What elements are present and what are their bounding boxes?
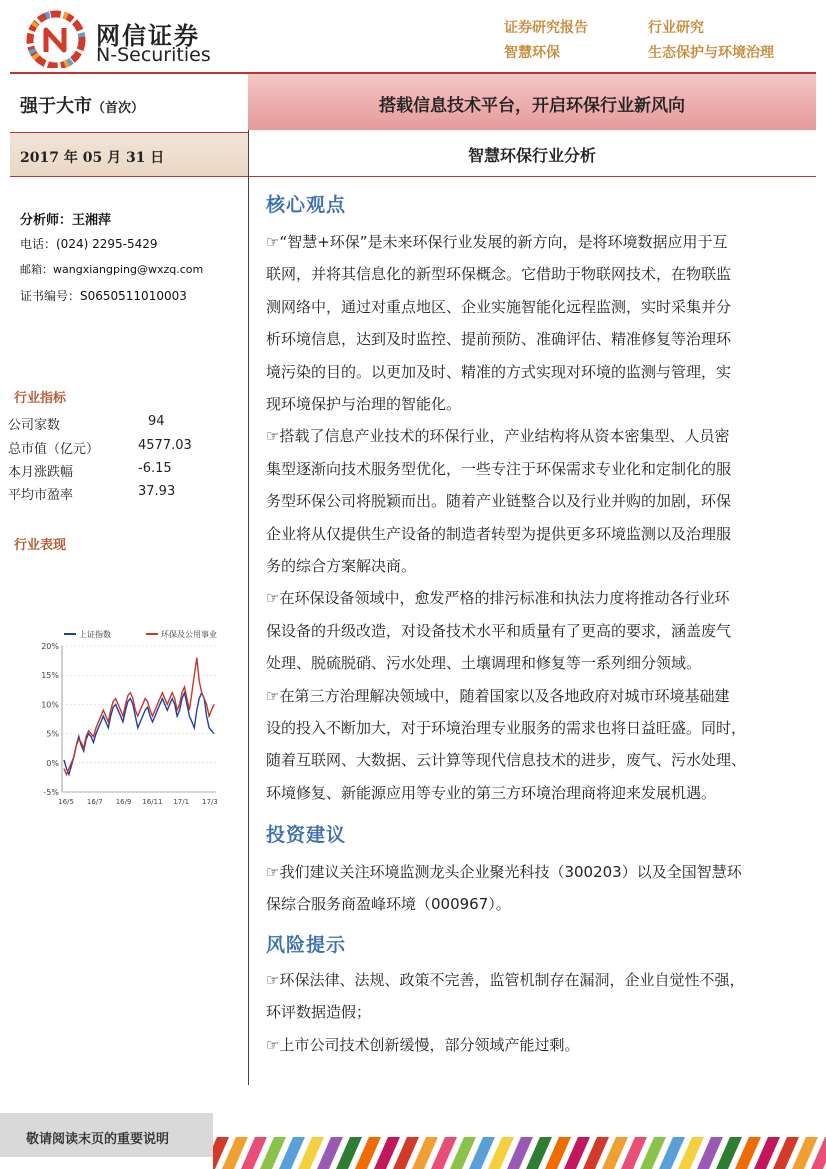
report-title: 搭载信息技术平台，开启环保行业新风向: [379, 96, 685, 116]
y-tick-label: 20%: [41, 642, 59, 651]
logo-text-cn: 网信证券: [96, 22, 200, 50]
indicator-row: [8, 461, 238, 481]
x-tick-label: 16/5: [58, 798, 74, 806]
performance-title: 行业表现: [14, 538, 67, 553]
footer-note: 敬请阅读末页的重要说明: [26, 1132, 170, 1147]
paragraph-line: 环评数据造假；: [266, 1003, 372, 1022]
indicator-row: [8, 414, 238, 434]
y-tick-label: 15%: [41, 671, 59, 681]
x-tick-label: 17/1: [173, 798, 190, 806]
paragraph-line: 务的综合方案解决商。: [266, 557, 417, 575]
paragraph-line: 析环境信息，达到及时监控、提前预防、准确评估、精准修复等治理环: [266, 330, 732, 349]
paragraph-line: 联网，并将其信息化的新型环保概念。它借助于物联网技术，在物联监: [266, 265, 732, 284]
indicator-label: 本月涨跌幅: [8, 465, 74, 480]
logo-text-en: N-Securities: [96, 44, 211, 66]
indicator-value: 4577.03: [138, 438, 192, 453]
rating-main: 强于大市: [20, 96, 92, 117]
indicators-title: 行业指标: [14, 391, 67, 406]
paragraph-line: ☞在第三方治理解决领域中，随着国家以及各地政府对城市环境基础建: [266, 686, 730, 705]
legend-label: 上证指数: [79, 630, 111, 639]
paragraph-line: ☞搭载了信息产业技术的环保行业，产业结构将从资本密集型、人员密: [266, 427, 730, 446]
paragraph-line: 境污染的目的。以更加及时、精准的方式实现对环境的监测与管理，实: [266, 362, 732, 381]
rating-note: （首次）: [92, 101, 145, 116]
paragraph-line: 环境修复、新能源应用等专业的第三方环境治理商将迎来发展机遇。: [266, 783, 717, 802]
y-tick-label: -5%: [43, 788, 59, 797]
paragraph-line: 测网络中，通过对重点地区、企业实施智能化远程监测，实时采集并分: [266, 297, 732, 316]
paragraph-line: 企业将从仅提供生产设备的制造者转型为提供更多环境监测以及治理服: [266, 524, 732, 543]
x-tick-label: 16/11: [142, 798, 163, 806]
paragraph-line: 集型逐渐向技术服务型优化，一些专注于环保需求专业化和定制化的服: [266, 459, 732, 478]
header-tag-industry: 行业研究: [648, 20, 704, 36]
paragraph-line: 务型环保公司将脱颖而出。随着产业链整合以及行业并购的加剧，环保: [266, 492, 732, 511]
x-tick-label: 16/7: [86, 798, 103, 806]
indicator-row: [8, 438, 238, 458]
paragraph-line: 现环境保护与治理的智能化。: [266, 395, 462, 413]
paragraph-line: 设的投入不断加大，对于环境治理专业服务的需求也将日益旺盛。同时，: [266, 719, 747, 737]
section-title: 核心观点: [266, 194, 347, 216]
subtitle-rule: [10, 176, 816, 177]
y-tick-label: 10%: [41, 700, 59, 710]
analyst-email: 邮箱：wangxiangping@wxzq.com: [20, 263, 204, 276]
section-title: 风险提示: [266, 934, 347, 956]
paragraph-line: ☞环保法律、法规、政策不完善，监管机制存在漏洞，企业自觉性不强，: [266, 971, 745, 989]
paragraph-line: ☞上市公司技术创新缓慢，部分领域产能过剩。: [266, 1035, 580, 1054]
report-date: 2017 年 05 月 31 日: [20, 150, 165, 166]
paragraph-line: ☞“智慧+环保”是未来环保行业发展的新方向，是将环境数据应用于互: [266, 233, 728, 251]
indicator-label: 公司家数: [8, 418, 61, 433]
footer-stripes: [213, 1137, 826, 1169]
x-tick-label: 17/3: [202, 798, 218, 806]
analyst-cert: 证书编号：S0650511010003: [20, 289, 187, 303]
paragraph-line: 保设备的升级改造，对设备技术水平和质量有了更高的要求，涵盖废气: [266, 621, 732, 640]
indicator-row: [8, 484, 238, 504]
y-tick-label: 0%: [46, 758, 59, 768]
paragraph-line: 随着互联网、大数据、云计算等现代信息技术的进步，废气、污水处理、: [266, 751, 747, 770]
x-tick-label: 16/9: [115, 798, 132, 806]
paragraph-line: ☞在环保设备领域中，愈发严格的排污标准和执法力度将推动各行业环: [266, 589, 730, 608]
performance-chart: [34, 624, 224, 820]
paragraph-line: 处理、脱硫脱硝、污水处理、土壤调理和修复等一系列细分领域。: [266, 654, 702, 673]
indicator-label: 总市值（亿元）: [8, 442, 100, 457]
section-title: 投资建议: [266, 824, 347, 846]
column-divider: [248, 130, 249, 1085]
legend-label: 环保及公用事业: [161, 630, 217, 639]
indicator-value: -6.15: [138, 461, 172, 476]
company-logo: [26, 10, 216, 68]
header-tag-topic: 智慧环保: [504, 45, 560, 61]
indicator-value: 94: [148, 414, 165, 429]
header-tag-sector: 生态保护与环境治理: [648, 45, 774, 61]
paragraph-line: ☞我们建议关注环境监测龙头企业聚光科技（300203）以及全国智慧环: [266, 863, 742, 881]
analyst-name: 分析师：王湘萍: [20, 213, 112, 228]
indicator-value: 37.93: [138, 484, 176, 499]
analyst-phone: 电话：(024) 2295-5429: [20, 237, 158, 251]
header-tag-report: 证券研究报告: [504, 20, 588, 36]
y-tick-label: 5%: [46, 729, 59, 739]
logo-mark-icon: [26, 10, 88, 68]
rating: [20, 92, 144, 118]
report-subtitle: 智慧环保行业分析: [467, 146, 596, 165]
paragraph-line: 保综合服务商盈峰环境（000967）。: [266, 895, 511, 914]
indicator-label: 平均市盈率: [8, 488, 74, 503]
